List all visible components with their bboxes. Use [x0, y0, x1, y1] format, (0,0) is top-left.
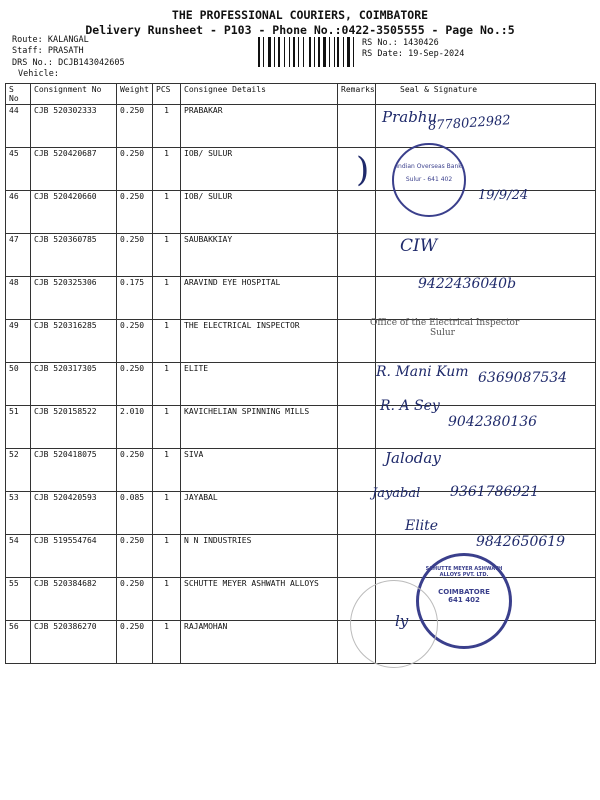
barcode-bar: [285, 37, 288, 67]
cell-pcs: 1: [153, 406, 181, 449]
barcode-bar: [272, 37, 273, 67]
cell-consignment: CJB 520386270: [31, 621, 117, 664]
cell-sno: 45: [6, 148, 31, 191]
cell-weight: 2.010: [117, 406, 153, 449]
phone-row44: 8778022982: [427, 113, 512, 134]
barcode-bar: [309, 37, 311, 67]
cell-remarks: [338, 363, 376, 406]
barcode-bar: [353, 37, 354, 67]
col-weight: Weight: [117, 84, 153, 105]
cell-sno: 56: [6, 621, 31, 664]
barcode-bar: [321, 37, 322, 67]
cell-sno: 50: [6, 363, 31, 406]
cell-consignee: SIVA: [181, 449, 338, 492]
barcode-bar: [261, 37, 262, 67]
cell-consignment: CJB 520360785: [31, 234, 117, 277]
schutte-stamp-pin: 641 402: [448, 596, 480, 604]
barcode-bar: [268, 37, 271, 67]
cell-weight: 0.250: [117, 148, 153, 191]
cell-sno: 54: [6, 535, 31, 578]
cell-pcs: 1: [153, 535, 181, 578]
signature-row48: 9422436040b: [418, 276, 517, 292]
barcode-bar: [265, 37, 267, 67]
cell-weight: 0.175: [117, 277, 153, 320]
cell-sno: 47: [6, 234, 31, 277]
staff-value: PRASATH: [47, 46, 84, 56]
barcode-bar: [258, 37, 260, 67]
page-title: THE PROFESSIONAL COURIERS, COIMBATORE: [171, 8, 429, 22]
cell-consignment: CJB 520316285: [31, 320, 117, 363]
barcode-bar: [318, 37, 320, 67]
cell-remarks: [338, 535, 376, 578]
signature-row54: Elite: [405, 518, 439, 534]
cell-sno: 46: [6, 191, 31, 234]
route-line: [12, 35, 89, 46]
barcode-bar: [329, 37, 330, 67]
cell-consignee: JAYABAL: [181, 492, 338, 535]
cell-weight: 0.085: [117, 492, 153, 535]
barcode-bar: [300, 37, 302, 67]
barcode-bar: [343, 37, 344, 67]
cell-weight: 0.250: [117, 363, 153, 406]
col-seal: Seal & Signature: [376, 84, 596, 105]
rs-date-line: [362, 49, 464, 60]
cell-consignment: CJB 520317305: [31, 363, 117, 406]
cell-sno: 53: [6, 492, 31, 535]
cell-consignee: ELITE: [181, 363, 338, 406]
cell-consignee: N N INDUSTRIES: [181, 535, 338, 578]
signature-row50: R. Mani Kum: [376, 364, 469, 380]
cell-consignee: RAJAMOHAN: [181, 621, 338, 664]
rs-no-line: [362, 38, 439, 49]
table-row: [6, 148, 596, 191]
cell-remarks: [338, 449, 376, 492]
cell-consignee: SAUBAKKIAY: [181, 234, 338, 277]
route-value: KALANGAL: [47, 35, 89, 45]
cell-remarks: [338, 406, 376, 449]
cell-sno: 48: [6, 277, 31, 320]
staff-label: Staff:: [12, 46, 43, 56]
rs-no-label: RS No.:: [362, 38, 398, 48]
barcode-bar: [331, 37, 333, 67]
barcode-bar: [281, 37, 283, 67]
cell-sno: 44: [6, 105, 31, 148]
cell-remarks: [338, 277, 376, 320]
barcode-bar: [336, 37, 337, 67]
cell-remarks: [338, 492, 376, 535]
drs-label: DRS No.:: [12, 58, 53, 68]
barcode-bar: [337, 37, 339, 67]
cell-weight: 0.250: [117, 320, 153, 363]
barcode-bar: [334, 37, 335, 67]
signature-row56: ly: [395, 612, 409, 630]
phone-row50: 6369087534: [478, 370, 568, 386]
col-remarks: Remarks: [338, 84, 376, 105]
phone-row51: 9042380136: [448, 414, 538, 430]
signature-row52: Jaloday: [385, 449, 441, 467]
barcode-bar: [278, 37, 280, 67]
barcode-bar: [289, 37, 290, 67]
table-row: [6, 621, 596, 664]
col-consignment: Consignment No: [31, 84, 117, 105]
barcode-bar: [345, 37, 346, 67]
schutte-stamp-name: SCHUTTE MEYER ASHWATH ALLOYS PVT. LTD.: [425, 566, 503, 578]
cell-pcs: 1: [153, 148, 181, 191]
cell-pcs: 1: [153, 191, 181, 234]
cell-remarks: [338, 234, 376, 277]
cell-consignee: KAVICHELIAN SPINNING MILLS: [181, 406, 338, 449]
cell-weight: 0.250: [117, 191, 153, 234]
cell-consignment: CJB 520420660: [31, 191, 117, 234]
cell-sno: 52: [6, 449, 31, 492]
cell-pcs: 1: [153, 621, 181, 664]
barcode-bar: [347, 37, 350, 67]
cell-consignment: CJB 520420687: [31, 148, 117, 191]
cell-pcs: 1: [153, 277, 181, 320]
signature-row47: CIW: [400, 236, 438, 256]
rs-no-value: 1430426: [402, 38, 439, 48]
barcode-bar: [291, 37, 292, 67]
cell-weight: 0.250: [117, 105, 153, 148]
cell-pcs: 1: [153, 449, 181, 492]
barcode-bar: [312, 37, 313, 67]
barcode-bar: [316, 37, 317, 67]
col-pcs: PCS: [153, 84, 181, 105]
rs-date-value: 19-Sep-2024: [408, 49, 465, 59]
cell-consignee: IOB/ SULUR: [181, 191, 338, 234]
electrical-stamp-line1: Office of the Electrical Inspector: [370, 318, 520, 328]
barcode-bar: [274, 37, 275, 67]
barcode-bar: [303, 37, 304, 67]
cell-consignee: ARAVIND EYE HOSPITAL: [181, 277, 338, 320]
cell-consignee: THE ELECTRICAL INSPECTOR: [181, 320, 338, 363]
phone-row53: 9361786921: [450, 484, 540, 500]
barcode-bar: [314, 37, 315, 67]
cell-weight: 0.250: [117, 234, 153, 277]
cell-consignment: CJB 520325306: [31, 277, 117, 320]
cell-pcs: 1: [153, 320, 181, 363]
cell-pcs: 1: [153, 578, 181, 621]
barcode-bar: [305, 37, 308, 67]
cell-remarks: [338, 105, 376, 148]
table-header-row: [6, 84, 596, 105]
rs-date-label: RS Date:: [362, 49, 403, 59]
iob-stamp-place: Sulur - 641 402: [405, 176, 453, 183]
staff-line: [12, 46, 84, 57]
schutte-stamp-city: COIMBATORE: [438, 588, 490, 596]
cell-weight: 0.250: [117, 535, 153, 578]
barcode-bar: [284, 37, 285, 67]
barcode-bar: [298, 37, 299, 67]
barcode-bar: [327, 37, 328, 67]
signature-row45: ): [356, 150, 370, 190]
cell-sno: 51: [6, 406, 31, 449]
barcode-bar: [296, 37, 297, 67]
col-sno: S No: [6, 84, 31, 105]
iob-bank-stamp: [392, 143, 466, 217]
cell-pcs: 1: [153, 363, 181, 406]
cell-consignee: IOB/ SULUR: [181, 148, 338, 191]
barcode-bar: [276, 37, 277, 67]
cell-weight: 0.250: [117, 449, 153, 492]
runsheet-subtitle: Delivery Runsheet - P103 - Phone No.:0422-3505555 - Page No.:5: [85, 23, 515, 37]
cell-consignment: CJB 520384682: [31, 578, 117, 621]
cell-consignment: CJB 520158522: [31, 406, 117, 449]
cell-sno: 49: [6, 320, 31, 363]
barcode-bar: [355, 37, 357, 67]
cell-consignment: CJB 520420593: [31, 492, 117, 535]
cell-pcs: 1: [153, 234, 181, 277]
electrical-inspector-stamp: [370, 318, 519, 338]
cell-consignment: CJB 520418075: [31, 449, 117, 492]
cell-remarks: [338, 191, 376, 234]
cell-consignee: PRABAKAR: [181, 105, 338, 148]
date-row46: 19/9/24: [478, 188, 529, 203]
cell-pcs: 1: [153, 105, 181, 148]
iob-stamp-name: Indian Overseas Bank: [396, 163, 462, 170]
cell-weight: 0.250: [117, 578, 153, 621]
col-consignee: Consignee Details: [181, 84, 338, 105]
drs-value: DCJB143042605: [58, 58, 125, 68]
cell-consignment: CJB 520302333: [31, 105, 117, 148]
cell-consignment: CJB 519554764: [31, 535, 117, 578]
signature-row51: R. A Sey: [380, 398, 440, 414]
barcode-bar: [351, 37, 352, 67]
faded-round-stamp: [350, 580, 438, 668]
drs-line: [12, 58, 125, 69]
route-label: Route:: [12, 35, 43, 45]
table-row: [6, 234, 596, 277]
barcode-bar: [323, 37, 326, 67]
vehicle-label: Vehicle:: [18, 69, 59, 79]
barcode-bar: [293, 37, 295, 67]
cell-sno: 55: [6, 578, 31, 621]
cell-consignee: SCHUTTE MEYER ASHWATH ALLOYS: [181, 578, 338, 621]
phone-row54: 9842650619: [476, 534, 566, 550]
cell-weight: 0.250: [117, 621, 153, 664]
barcode-bar: [263, 37, 264, 67]
barcode-bar: [340, 37, 342, 67]
barcode: [258, 37, 358, 67]
electrical-stamp-line2: Sulur: [430, 328, 455, 338]
signature-row44: Prabhu: [382, 108, 438, 126]
signature-row53: Jayabal: [372, 486, 421, 501]
vehicle-line: [18, 69, 59, 80]
cell-pcs: 1: [153, 492, 181, 535]
